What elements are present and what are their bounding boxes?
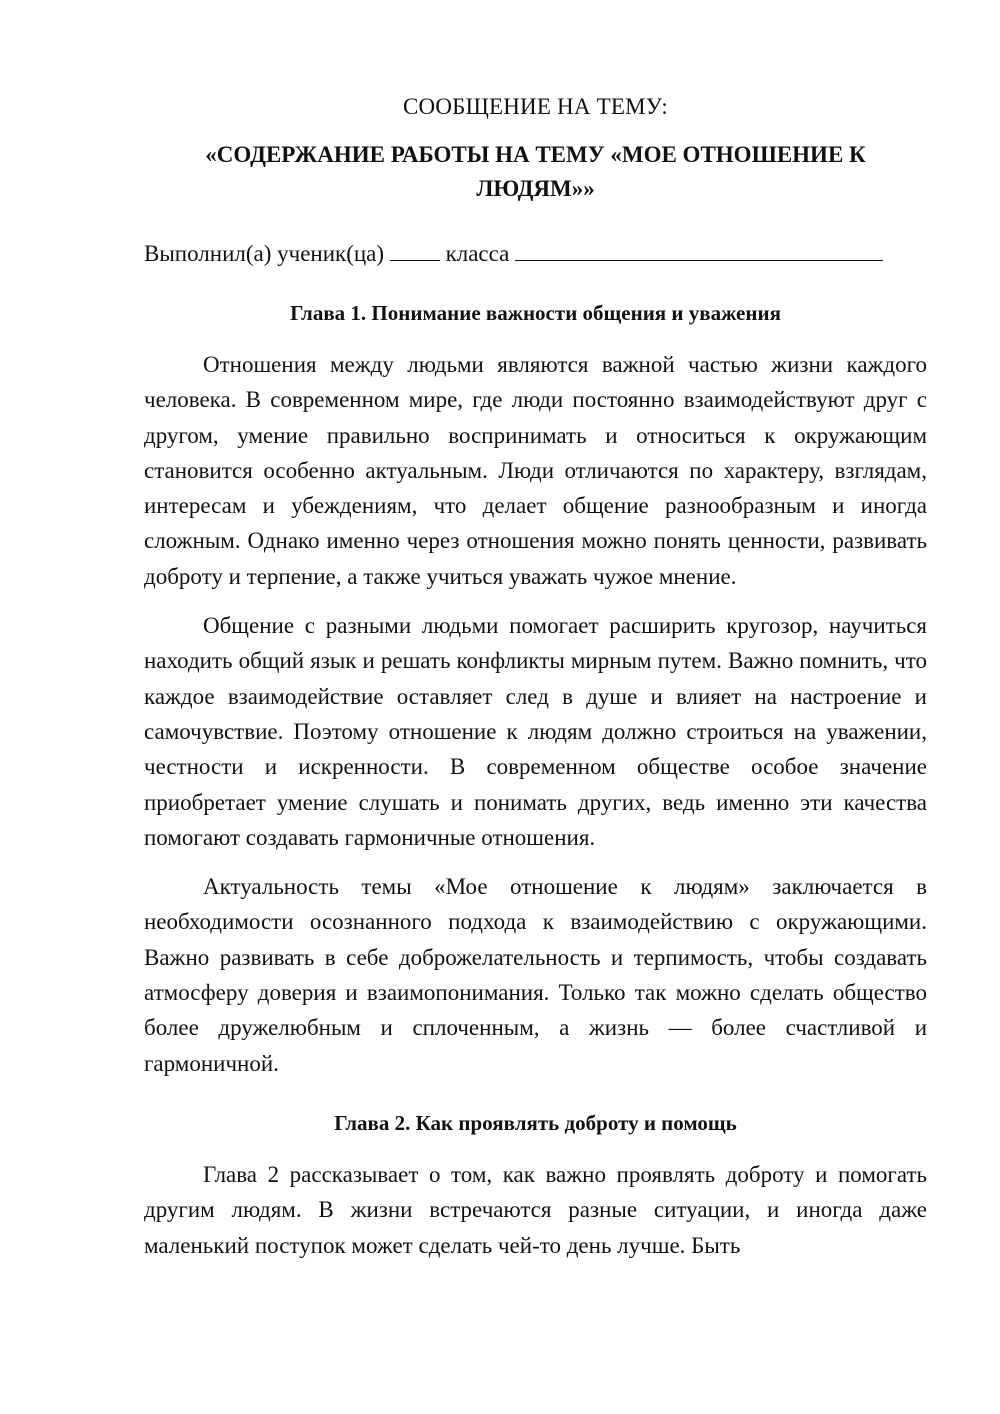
chapter-1-paragraph: Общение с разными людьми помогает расширить кругозор, научиться находить общий язык и решать конфликты мирным путем. Важно помнить, что каждое взаимодействие оставляет след в душе и влияет на настроение и самочувствие. Поэтому отношение к людям должно строиться на уважении, честности и искренности. В современном обществе особое значение приобретает умение слушать и понимать других, ведь именно эти качества помогают создавать гармоничные отношения.: [144, 613, 927, 850]
chapter-2-heading: Глава 2. Как проявлять доброту и помощь: [334, 1110, 737, 1135]
class-number-blank: [390, 236, 440, 261]
document-header: [144, 90, 927, 206]
document-title-intro: СООБЩЕНИЕ НА ТЕМУ:: [403, 94, 668, 119]
document-page: [144, 90, 927, 1263]
document-title: «СОДЕРЖАНИЕ РАБОТЫ НА ТЕМУ «МОЕ ОТНОШЕНИЕ К ЛЮДЯМ»»: [205, 142, 866, 201]
class-label: класса: [445, 241, 510, 266]
chapter-1-heading: Глава 1. Понимание важности общения и уважения: [290, 301, 781, 325]
student-name-blank: [515, 236, 883, 261]
chapter-1-paragraph: Актуальность темы «Мое отношение к людям» заключается в необходимости осознанного подхода к взаимодействию с окружающими. Важно развивать в себе доброжелательность и терпимость, чтобы создавать атмосферу доверия и взаимопонимания. Только так можно сделать общество более дружелюбным и сплоченным, а жизнь — более счастливой и гармоничной.: [144, 874, 927, 1076]
chapter-1-paragraph: Отношения между людьми являются важной частью жизни каждого человека. В современном мире, где люди постоянно взаимодействуют друг с другом, умение правильно воспринимать и относиться к окружающим становится особенно актуальным. Люди отличаются по характеру, взглядам, интересам и убеждениям, что делает общение разнообразным и иногда сложным. Однако именно через отношения можно понять ценности, развивать доброту и терпение, а также учиться уважать чужое мнение.: [144, 352, 927, 589]
author-line: [144, 236, 927, 271]
author-prefix: Выполнил(а) ученик(ца): [144, 241, 385, 266]
chapter-2-paragraph: Глава 2 рассказывает о том, как важно проявлять доброту и помогать другим людям. В жизни встречаются разные ситуации, и иногда даже маленький поступок может сделать чей-то день лучше. Быть: [144, 1161, 927, 1258]
